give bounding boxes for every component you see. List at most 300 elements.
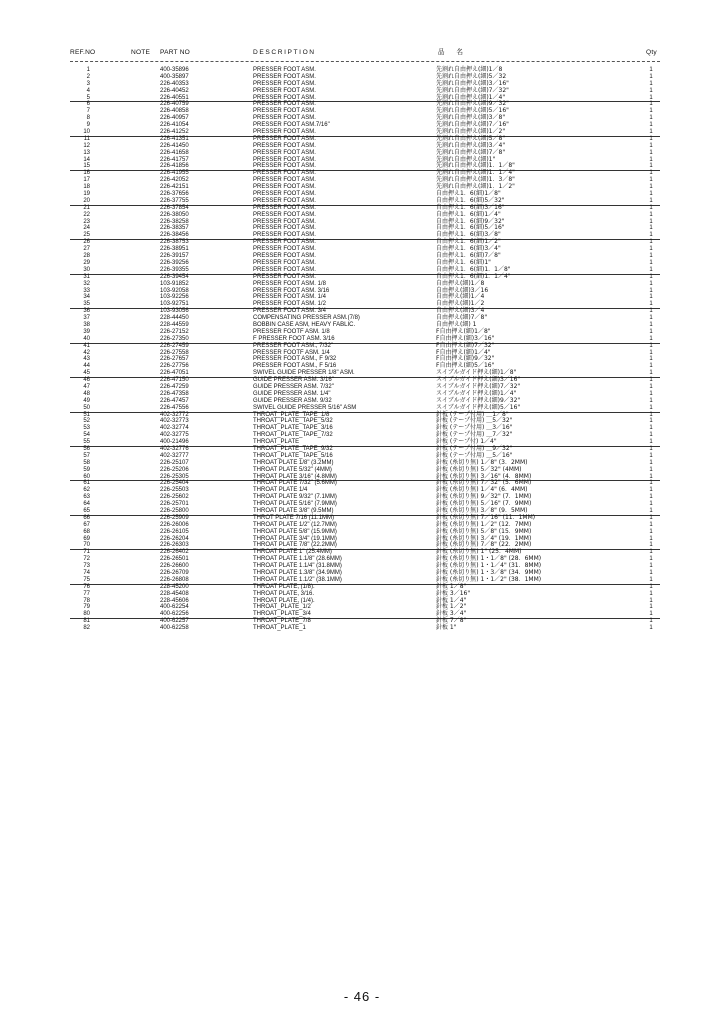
part-no-cell: 226-40759 <box>160 101 189 108</box>
qty-cell: 1 <box>649 253 653 260</box>
ref-no-cell: 27 <box>83 246 90 253</box>
qty-cell: 1 <box>649 556 653 563</box>
qty-cell: 1 <box>649 480 653 487</box>
japanese-name-cell: 針板 (糸切り無) 1・1／8" (28．6MM) <box>436 555 542 563</box>
table-row <box>70 563 660 570</box>
table-row <box>70 150 660 157</box>
part-no-cell: 402-32773 <box>160 418 189 425</box>
qty-cell: 1 <box>649 576 653 583</box>
description-cell: PRESSER FOOT ASM. <box>253 94 316 101</box>
description-cell: PRESSER FOOT ASM. 3/16 <box>253 287 330 294</box>
qty-cell: 1 <box>649 73 653 80</box>
description-cell: THROT PLATE 7/16 (11.1MM) <box>253 514 335 521</box>
description-cell: F PRESSER FOOT ASM. 3/16 <box>253 335 335 342</box>
table-row <box>70 157 660 164</box>
part-no-cell: 228-44450 <box>160 315 189 322</box>
qty-cell: 1 <box>649 528 653 535</box>
qty-cell: 1 <box>649 239 653 246</box>
part-no-cell: 402-32774 <box>160 425 189 432</box>
japanese-name-cell: F自由押え(細)1／8" <box>436 327 491 335</box>
table-row <box>70 494 660 501</box>
ref-no-cell: 17 <box>83 177 90 184</box>
description-cell: PRESSER FOOT ASM., 7/32" <box>253 342 334 349</box>
qty-cell: 1 <box>649 439 653 446</box>
ref-no-cell: 13 <box>83 149 90 156</box>
japanese-name-cell: 針板 (糸切り無) 1・3／8" (34．9MM) <box>436 569 542 577</box>
qty-cell: 1 <box>649 184 653 191</box>
description-cell: PRESSER FOOT ASM. <box>253 156 316 163</box>
table-row <box>70 625 660 632</box>
description-cell: PRESSER FOOT ASM. <box>253 135 316 142</box>
ref-no-cell: 65 <box>83 508 90 514</box>
japanese-name-cell: 自由押え1．6(細)5／32" <box>436 196 505 204</box>
qty-cell: 1 <box>649 67 653 73</box>
ref-no-cell: 62 <box>83 487 90 494</box>
japanese-name-cell: 針板 1" <box>436 624 457 632</box>
japanese-name-cell: F自由押え(細)9／32" <box>436 355 495 363</box>
ref-no-cell: 16 <box>83 170 90 177</box>
table-row <box>70 425 660 432</box>
japanese-name-cell: 自由押え1．6(細)3／4" <box>436 245 501 253</box>
ref-no-cell: 4 <box>86 87 90 94</box>
table-row <box>70 412 660 419</box>
part-no-cell: 226-39454 <box>160 273 189 280</box>
table-row <box>70 88 660 95</box>
qty-cell: 1 <box>649 377 653 384</box>
qty-cell: 1 <box>649 356 653 363</box>
ref-no-cell: 42 <box>83 349 90 356</box>
description-cell: PRESSER FOOT ASM. <box>253 191 316 198</box>
table-row <box>70 356 660 363</box>
part-no-cell: 226-25800 <box>160 508 189 514</box>
japanese-name-cell: 針板 (テープ付用) ＿3／16" <box>436 424 513 432</box>
description-cell: THROAT_PLATE_TAPE_1/8 <box>253 411 330 418</box>
description-cell: PRESSER FOOT ASM. <box>253 232 316 239</box>
japanese-name-cell: 針板 (糸切り無) 5／8" (15．9MM) <box>436 527 532 535</box>
ref-no-cell: 14 <box>83 156 90 163</box>
ref-no-cell: 79 <box>83 604 90 611</box>
ref-no-cell: 35 <box>83 301 90 308</box>
japanese-name-cell: 針板 (糸切り無) 7／8" (22．2MM) <box>436 541 532 549</box>
ref-no-cell: 38 <box>83 321 90 328</box>
table-row <box>70 329 660 336</box>
qty-cell: 1 <box>649 191 653 198</box>
part-no-cell: 402-32772 <box>160 411 189 418</box>
part-no-cell: 226-42052 <box>160 177 189 184</box>
ref-no-cell: 1 <box>86 67 90 73</box>
qty-cell: 1 <box>649 618 653 625</box>
table-row <box>70 584 660 591</box>
description-cell: THROAT PLATE 5/32" (4MM) <box>253 466 332 473</box>
japanese-name-cell: スイブルガイド押え(細)1／4" <box>436 389 517 397</box>
qty-cell: 1 <box>649 563 653 570</box>
japanese-name-cell: スイブルガイド押え(細)1／8" <box>436 369 517 377</box>
ref-no-cell: 25 <box>83 232 90 239</box>
description-cell: THROAT PLATE 1" (25.4MM) <box>253 549 332 556</box>
table-row <box>70 170 660 177</box>
qty-cell: 1 <box>649 466 653 473</box>
header-ref-no: REF.NO <box>70 49 96 56</box>
japanese-name-cell: 先割れ自由押え(細)5／8" <box>436 134 506 142</box>
ref-no-cell: 74 <box>83 570 90 577</box>
description-cell: PRESSER FOOT ASM. <box>253 253 316 260</box>
table-row <box>70 363 660 370</box>
table-row <box>70 136 660 143</box>
part-no-cell: 226-47358 <box>160 390 189 397</box>
table-row <box>70 508 660 515</box>
header-japanese-name: 品 名 <box>438 49 469 56</box>
table-row <box>70 225 660 232</box>
ref-no-cell: 44 <box>83 363 90 370</box>
japanese-name-cell: F自由押え(細)3／16" <box>436 334 495 342</box>
description-cell: PRESSER FOOT ASM. <box>253 129 316 136</box>
japanese-name-cell: 自由押え(細) 1 <box>436 320 477 328</box>
table-row <box>70 212 660 219</box>
qty-cell: 1 <box>649 142 653 149</box>
qty-cell: 1 <box>649 246 653 253</box>
part-no-cell: 400-62257 <box>160 618 189 625</box>
part-no-cell: 226-27350 <box>160 335 189 342</box>
table-row <box>70 115 660 122</box>
table-row <box>70 253 660 260</box>
japanese-name-cell: 針板 (糸切り無) 5／16" (7．9MM) <box>436 500 532 508</box>
description-cell: SWIVEL GUIDE PRESSER 5/16" ASM <box>253 404 357 411</box>
japanese-name-cell: 自由押え(細)1／2 <box>436 300 485 308</box>
part-no-cell: 226-40957 <box>160 115 189 122</box>
qty-cell: 1 <box>649 266 653 273</box>
ref-no-cell: 40 <box>83 335 90 342</box>
japanese-name-cell: 自由押え1．6(細)3／8" <box>436 231 501 239</box>
parts-table <box>70 67 660 632</box>
table-row <box>70 377 660 384</box>
ref-no-cell: 9 <box>86 122 90 129</box>
qty-cell: 1 <box>649 370 653 377</box>
qty-cell: 1 <box>649 404 653 411</box>
qty-cell: 1 <box>649 94 653 101</box>
table-row <box>70 288 660 295</box>
description-cell: THROAT PLATE, (1/4). <box>253 597 315 604</box>
japanese-name-cell: 針板 (糸切り無) 7／16" (11．1MM) <box>436 513 536 521</box>
table-row <box>70 536 660 543</box>
part-no-cell: 103-92256 <box>160 294 189 301</box>
ref-no-cell: 58 <box>83 459 90 466</box>
qty-cell: 1 <box>649 80 653 87</box>
japanese-name-cell: 針板 7／8" <box>436 617 467 625</box>
qty-cell: 1 <box>649 418 653 425</box>
description-cell: PRESSER FOOT ASM. <box>253 239 316 246</box>
qty-cell: 1 <box>649 177 653 184</box>
part-no-cell: 226-37854 <box>160 204 189 211</box>
description-cell: PRESSER FOOT ASM. <box>253 197 316 204</box>
ref-no-cell: 3 <box>86 80 90 87</box>
japanese-name-cell: スイブルガイド押え(細)9／32" <box>436 396 521 404</box>
description-cell: THROAT_PLATE_TAPE_5/32 <box>253 418 333 425</box>
part-no-cell: 226-47051 <box>160 370 189 377</box>
part-no-cell: 226-27152 <box>160 328 189 335</box>
description-cell: THROAT PLATE 1/4 <box>253 487 308 494</box>
header-divider <box>70 61 660 62</box>
japanese-name-cell: 針板 (糸切り無) 7／32" (5．6MM) <box>436 479 532 487</box>
qty-cell: 1 <box>649 549 653 556</box>
part-no-cell: 226-27756 <box>160 363 189 370</box>
qty-cell: 1 <box>649 452 653 459</box>
qty-cell: 1 <box>649 487 653 494</box>
ref-no-cell: 32 <box>83 280 90 287</box>
part-no-cell: 226-41351 <box>160 135 189 142</box>
ref-no-cell: 66 <box>83 514 90 521</box>
ref-no-cell: 69 <box>83 535 90 542</box>
ref-no-cell: 22 <box>83 211 90 218</box>
japanese-name-cell: 自由押え1．6(細)1" <box>436 258 491 266</box>
qty-cell: 1 <box>649 328 653 335</box>
ref-no-cell: 45 <box>83 370 90 377</box>
ref-no-cell: 59 <box>83 466 90 473</box>
description-cell: PRESSER FOOT ASM. <box>253 218 316 225</box>
ref-no-cell: 8 <box>86 115 90 122</box>
part-no-cell: 400-21496 <box>160 439 189 446</box>
japanese-name-cell: 先割れ自由押え(細)5／16" <box>436 107 509 115</box>
part-no-cell: 226-41054 <box>160 122 189 129</box>
table-row <box>70 184 660 191</box>
table-row <box>70 439 660 446</box>
ref-no-cell: 2 <box>86 73 90 80</box>
description-cell: THROAT PLATE 9/32" (7.1MM) <box>253 494 337 501</box>
qty-cell: 1 <box>649 501 653 508</box>
ref-no-cell: 34 <box>83 294 90 301</box>
qty-cell: 1 <box>649 321 653 328</box>
ref-no-cell: 20 <box>83 197 90 204</box>
table-row <box>70 308 660 315</box>
description-cell: PRESSER FOOT ASM. <box>253 108 316 115</box>
description-cell: PRESSER FOOT ASM. 1/4 <box>253 294 326 301</box>
part-no-cell: 226-41955 <box>160 170 189 177</box>
description-cell: PRESSER FOOTF ASM. 1/8 <box>253 328 330 335</box>
ref-no-cell: 63 <box>83 494 90 501</box>
japanese-name-cell: 自由押え1．6(細)3／16" <box>436 203 505 211</box>
qty-cell: 1 <box>649 342 653 349</box>
japanese-name-cell: 自由押え1．6(細)7／8" <box>436 252 501 260</box>
japanese-name-cell: 先割れ自由押え(細)1．1／4" <box>436 169 515 177</box>
table-row <box>70 446 660 453</box>
table-row <box>70 191 660 198</box>
qty-cell: 1 <box>649 363 653 370</box>
ref-no-cell: 28 <box>83 253 90 260</box>
table-row <box>70 515 660 522</box>
part-no-cell: 103-93056 <box>160 308 189 315</box>
qty-cell: 1 <box>649 473 653 480</box>
part-no-cell: 226-27558 <box>160 349 189 356</box>
japanese-name-cell: 自由押え1．6(細)1．1／8" <box>436 265 511 273</box>
table-row <box>70 322 660 329</box>
japanese-name-cell: 自由押え1．6(細)1．1／4" <box>436 272 511 280</box>
qty-cell: 1 <box>649 115 653 122</box>
japanese-name-cell: F自由押え(細)7／32" <box>436 341 495 349</box>
qty-cell: 1 <box>649 170 653 177</box>
table-row <box>70 122 660 129</box>
description-cell: THROAT PLATE, 3/16. <box>253 590 315 597</box>
part-no-cell: 226-40452 <box>160 87 189 94</box>
table-row <box>70 81 660 88</box>
description-cell: GUIDE PRESSER ASM. 7/32" <box>253 383 334 390</box>
description-cell: COMPENSATING PRESSER ASM.(7/8) <box>253 315 360 322</box>
qty-cell: 1 <box>649 570 653 577</box>
description-cell: THROAT PLATE 3/8" (9.5MM) <box>253 508 334 514</box>
japanese-name-cell: 針板 1／4" <box>436 596 467 604</box>
part-no-cell: 226-38456 <box>160 232 189 239</box>
part-no-cell: 226-47259 <box>160 383 189 390</box>
ref-no-cell: 50 <box>83 404 90 411</box>
ref-no-cell: 41 <box>83 342 90 349</box>
part-no-cell: 226-47150 <box>160 377 189 384</box>
table-row <box>70 336 660 343</box>
ref-no-cell: 72 <box>83 556 90 563</box>
japanese-name-cell: 針板 (テープ付用) ＿9／32" <box>436 444 513 452</box>
table-row <box>70 453 660 460</box>
part-no-cell: 226-25909 <box>160 514 189 521</box>
qty-cell: 1 <box>649 459 653 466</box>
page-number: - 46 - <box>343 989 381 1004</box>
description-cell: PRESSER FOOT ASM. <box>253 87 316 94</box>
part-no-cell: 226-40551 <box>160 94 189 101</box>
header-description: DESCRIPTION <box>253 49 316 56</box>
table-row <box>70 67 660 74</box>
description-cell: GUIDE PRESSER ASM. 3/16" <box>253 377 334 384</box>
part-no-cell: 226-37656 <box>160 191 189 198</box>
ref-no-cell: 75 <box>83 576 90 583</box>
japanese-name-cell: 針板 (テープ付用) ＿5／16" <box>436 451 513 459</box>
description-cell: THROAT_PLATE_7/8 <box>253 618 311 625</box>
description-cell: PRESSER FOOT ASM., F 9/32 <box>253 356 337 363</box>
japanese-name-cell: 針板 (糸切り無) 3／4" (19．1MM) <box>436 534 532 542</box>
qty-cell: 1 <box>649 542 653 549</box>
ref-no-cell: 51 <box>83 411 90 418</box>
ref-no-cell: 55 <box>83 439 90 446</box>
description-cell: PRESSER FOOT ASM. <box>253 211 316 218</box>
part-no-cell: 226-25701 <box>160 501 189 508</box>
table-row <box>70 198 660 205</box>
description-cell: THROAT PLATE, (1/8). <box>253 583 315 590</box>
japanese-name-cell: 自由押え(細)3／4 <box>436 307 485 315</box>
description-cell: THROAT PLATE 1.3/8" (34.9MM) <box>253 570 342 577</box>
japanese-name-cell: 針板 (テープ付用) ＿7／32" <box>436 431 513 439</box>
japanese-name-cell: 針板 (テープ付用) ＿1／8" <box>436 410 509 418</box>
japanese-name-cell: 針板 (テープ付用) ＿5／32" <box>436 417 513 425</box>
part-no-cell: 226-41658 <box>160 149 189 156</box>
ref-no-cell: 76 <box>83 583 90 590</box>
ref-no-cell: 47 <box>83 383 90 390</box>
table-row <box>70 398 660 405</box>
description-cell: THROAT PLATE 5/8" (15.9MM) <box>253 528 337 535</box>
table-row <box>70 618 660 625</box>
ref-no-cell: 12 <box>83 142 90 149</box>
japanese-name-cell: 針板 (糸切り無) 1／4" (6．4MM) <box>436 486 528 494</box>
description-cell: THROAT PLATE 7/32" (5.6MM) <box>253 480 337 487</box>
description-cell: THROAT PLATE 3/16" (4.8MM) <box>253 473 337 480</box>
ref-no-cell: 54 <box>83 432 90 439</box>
table-row <box>70 529 660 536</box>
qty-cell: 1 <box>649 390 653 397</box>
ref-no-cell: 64 <box>83 501 90 508</box>
description-cell: PRESSER FOOT ASM. 3/4 <box>253 308 326 315</box>
japanese-name-cell: 自由押え1．6(細)1／2" <box>436 238 501 246</box>
table-row <box>70 274 660 281</box>
ref-no-cell: 7 <box>86 108 90 115</box>
part-no-cell: 226-38951 <box>160 246 189 253</box>
table-row <box>70 281 660 288</box>
part-no-cell: 402-32776 <box>160 445 189 452</box>
part-no-cell: 226-26303 <box>160 542 189 549</box>
part-no-cell: 226-26600 <box>160 563 189 570</box>
ref-no-cell: 61 <box>83 480 90 487</box>
description-cell: PRESSER FOOT ASM. <box>253 266 316 273</box>
qty-cell: 1 <box>649 156 653 163</box>
description-cell: PRESSER FOOT ASM. <box>253 259 316 266</box>
qty-cell: 1 <box>649 590 653 597</box>
description-cell: PRESSER FOOT ASM.7/16" <box>253 122 330 129</box>
qty-cell: 1 <box>649 315 653 322</box>
qty-cell: 1 <box>649 604 653 611</box>
ref-no-cell: 71 <box>83 549 90 556</box>
ref-no-cell: 49 <box>83 397 90 404</box>
part-no-cell: 226-26501 <box>160 556 189 563</box>
table-row <box>70 542 660 549</box>
japanese-name-cell: スイブルガイド押え(細)3／16" <box>436 376 521 384</box>
japanese-name-cell: 先割れ自由押え(細)7／32" <box>436 86 509 94</box>
description-cell: THROAT_PLATE <box>253 439 300 446</box>
qty-cell: 1 <box>649 411 653 418</box>
japanese-name-cell: 先割れ自由押え(細)1．3／8" <box>436 176 515 184</box>
description-cell: PRESSER FOOT ASM. 1/2 <box>253 301 326 308</box>
part-no-cell: 226-39355 <box>160 266 189 273</box>
qty-cell: 1 <box>649 225 653 232</box>
qty-cell: 1 <box>649 211 653 218</box>
description-cell: THROAT_PLATE_1 <box>253 625 306 632</box>
japanese-name-cell: 先割れ自由押え(細)1" <box>436 155 496 163</box>
table-row <box>70 432 660 439</box>
table-row <box>70 391 660 398</box>
description-cell: THROAT_PLATE_1/2 <box>253 604 311 611</box>
header-qty: Qty <box>646 49 657 56</box>
table-row <box>70 95 660 102</box>
part-no-cell: 226-38050 <box>160 211 189 218</box>
ref-no-cell: 56 <box>83 445 90 452</box>
qty-cell: 1 <box>649 232 653 239</box>
description-cell: GUIDE PRESSER ASM. 1/4" <box>253 390 331 397</box>
part-no-cell: 226-27657 <box>160 356 189 363</box>
qty-cell: 1 <box>649 197 653 204</box>
ref-no-cell: 31 <box>83 273 90 280</box>
ref-no-cell: 15 <box>83 163 90 170</box>
japanese-name-cell: 針板 (糸切り無) 3／8" (9．5MM) <box>436 507 528 514</box>
description-cell: THROAT PLATE 1/8" (3.2MM) <box>253 459 334 466</box>
description-cell: PRESSER FOOT ASM. <box>253 142 316 149</box>
description-cell: PRESSER FOOT ASM. <box>253 115 316 122</box>
qty-cell: 1 <box>649 273 653 280</box>
description-cell: PRESSER FOOT ASM., F 5/16 <box>253 363 337 370</box>
japanese-name-cell: 先割れ自由押え(細)3／8" <box>436 114 506 122</box>
part-no-cell: 103-91852 <box>160 280 189 287</box>
part-no-cell: 400-62254 <box>160 604 189 611</box>
part-no-cell: 226-25503 <box>160 487 189 494</box>
part-no-cell: 103-92058 <box>160 287 189 294</box>
japanese-name-cell: 先割れ自由押え(細)9／32" <box>436 100 509 108</box>
part-no-cell: 226-25206 <box>160 466 189 473</box>
part-no-cell: 226-40858 <box>160 108 189 115</box>
japanese-name-cell: 針板 1／8" <box>436 582 467 590</box>
japanese-name-cell: 自由押え(細)1／4 <box>436 293 485 301</box>
description-cell: PRESSER FOOT ASM. <box>253 149 316 156</box>
ref-no-cell: 68 <box>83 528 90 535</box>
